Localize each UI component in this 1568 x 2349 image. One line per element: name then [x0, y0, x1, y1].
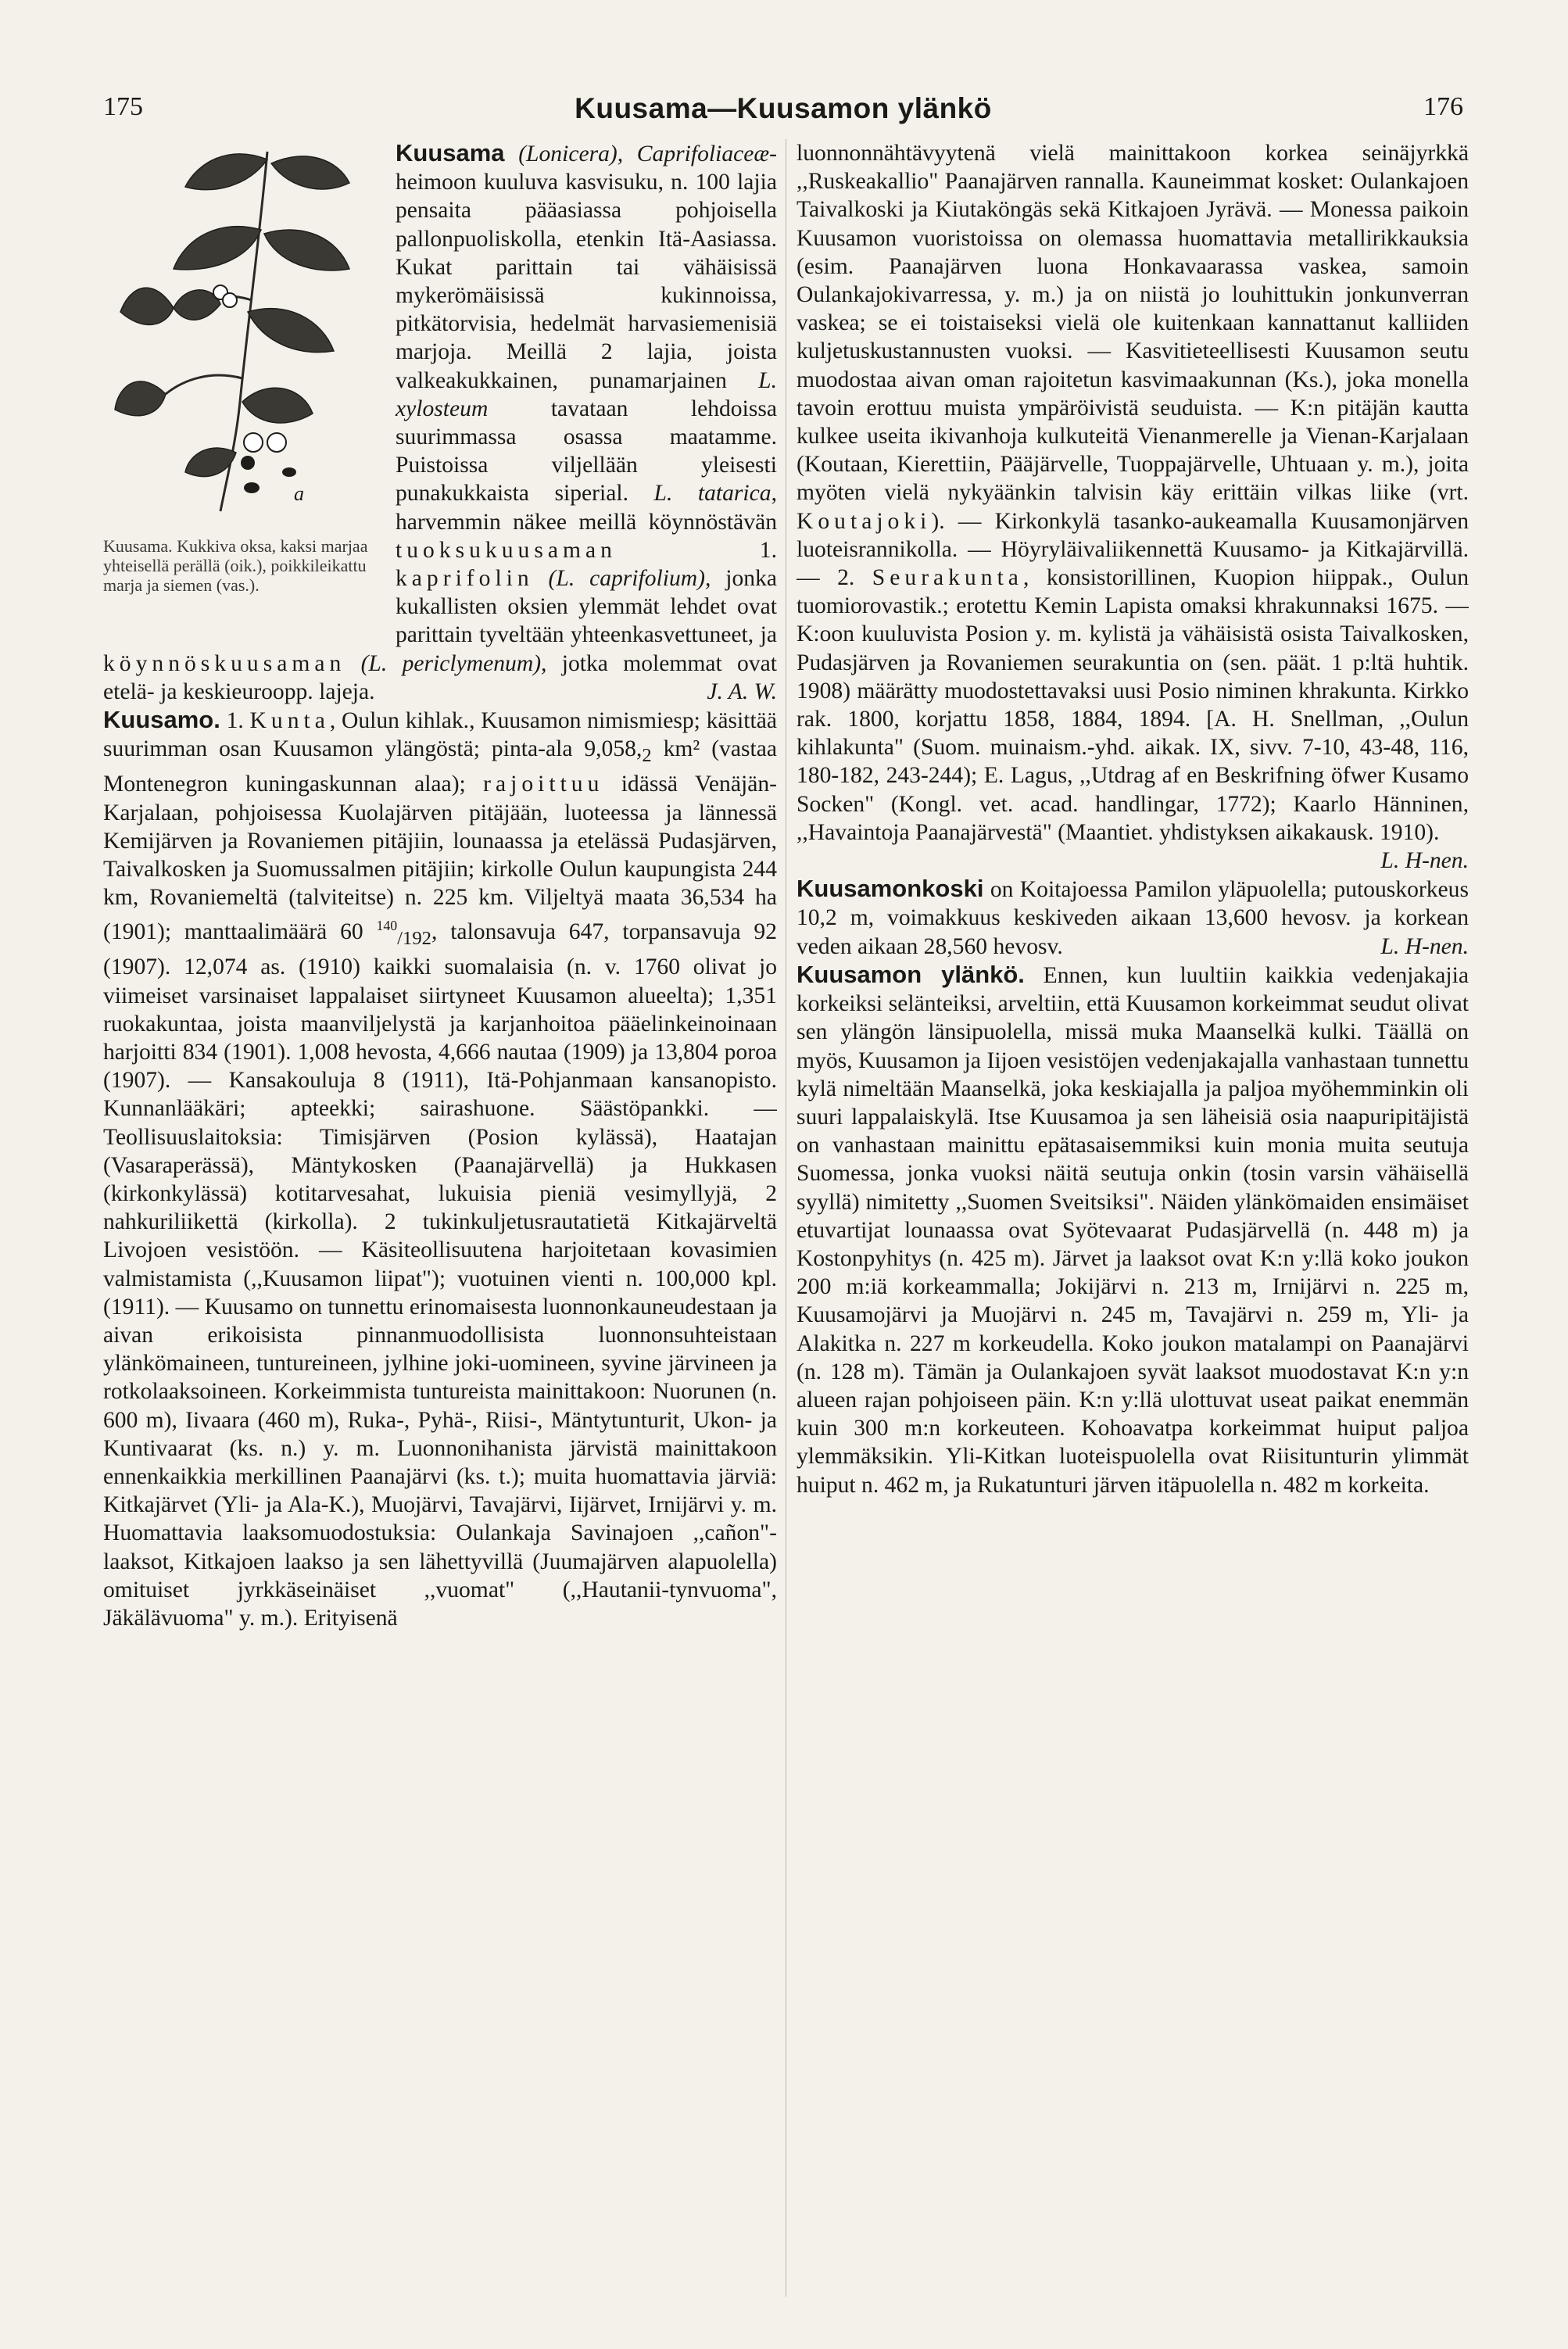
figure-label: a [294, 482, 304, 505]
spaced-term: köynnöskuusaman [103, 650, 346, 676]
lonicera-branch-icon [111, 144, 377, 535]
spaced-term: Koutajoki [797, 508, 932, 534]
body-text: jonka kukallisten oksien ylemmät lehdet ovat parittain tyveltään yhteenkasvettuneet, ja [396, 566, 777, 648]
headword-kuusamo: Kuusamo. [103, 706, 220, 734]
figure-caption: Kuusama. Kukkiva oksa, kaksi marjaa yhteisellä perällä (oik.), poikkileikattu marja ja siemen (vas.). [103, 536, 368, 595]
running-header [103, 92, 1463, 131]
spaced-term: tuoksukuusaman [396, 537, 617, 563]
page-number-right: 176 [1423, 92, 1463, 121]
body-text: luonnonnähtävyytenä vielä mainittakoon korkea seinäjyrkkä ,,Ruskeakallio" Paanajärven rannalla. Kauneimmat kosket: Oulankajoen Taivalkoski ja Kiutaköngäs sekä Kitkajoen Jyrävä. — Monessa paikoin Kuusamon vuoristoissa on olemassa huomattavia metallirikkauksia (esim. Paanajärven luona Honkavaarassa vaskea, samoin Oulankajokivarressa, y. m.) ja on niistä jo louhittukin jonkunverran vaskea; se ei toistaiseksi vielä ole kuitenkaan kannattanut kalliiden kuljetuskustannusten vuoksi. — Kasvitieteellisesti Kuusamon seutu muodostaa aivan oman rajoitetun kasvimaakunnan (Ks.), joka monella tavoin erottuu muista ympäröivistä seuduista. — K:n pitäjän kautta kulkee useita ikivanhoja kulkuteitä Vienanmerelle ja Vienan-Karjalaan (Koutaan, Kierettiin, Pääjärvelle, Tuoppajärvelle, Uhtuaan y. m.), joita myöten vielä nykyäänkin talvisin käy erittäin vilkas liike (vrt. [797, 141, 1469, 506]
right-column [797, 139, 1469, 2297]
body-text: 1. [226, 708, 244, 734]
body-text: on Koitajoessa Pamilon yläpuolella; putouskorkeus 10,2 m, voimakkuus keskiveden aikaan 13,600 hevosv. ja korkean veden aikaan 28,560 hevosv. [797, 877, 1469, 959]
body-text: -heimoon kuuluva kasvisuku, n. 100 lajia pensaita pääasiassa pohjoisella pallonpuoliskolla, etenkin Itä-Aasiassa. Kukat parittain tai vähäisissä mykerömäisissä kukinnoissa, pitkätorvisia, hedelmät harvasiemenisiä marjoja. Meillä 2 lajia, joista valkeakukkainen, punamarjainen [396, 141, 777, 393]
spaced-term: Kunta [249, 708, 330, 734]
body-text: tavataan lehdoissa suurimmassa osassa maatamme. Puistoissa viljellään yleisesti punakukkaista siperial. [396, 396, 777, 507]
body-text: ). — Kirkonkylä tasanko-aukeamalla Kuusamonjärven luoteisrannikolla. — Höyryläivaliikennettä Kuusamo- ja Kitkajärvillä. — 2. [797, 508, 1469, 591]
family-name: Caprifoliaceæ [636, 141, 770, 167]
subscript: 2 [642, 745, 652, 767]
left-column [103, 139, 777, 2297]
body-text: , konsistorillinen, Kuopion hiippak., Oulun tuomiorovastik.; erotettu Kemin Lapista omaksi khrakunnaksi 1675. — K:oon kuuluvista Posion y. m. kylistä ja vähäisistä osista Taivalkosken, Pudasjärven ja Rovaniemen seurakuntia on (sen. päät. 1 p:ltä huhtik. 1908) määrätty muodostettavaksi uusi Posio niminen khrakunta. Kirkko rak. 1800, korjattu 1858, 1884, 1894. [A. H. Snellman, ,,Oulun kihlakunta" (Suom. muinaism.-yhd. aikak. IX, sivv. 7-10, 43-48, 116, 180-182, 243-244); E. Lagus, ,,Utdrag af en Beskrifning öfwer Kusamo Socken" (Kongl. vet. acad. handlingar, 1772); Kaarlo Hänninen, ,,Havaintoja Paanajärvestä" (Maantiet. yhdistyksen aikakausk. 1910). [797, 565, 1469, 845]
spaced-term: rajoittuu [483, 772, 604, 797]
running-title: Kuusama—Kuusamon ylänkö [575, 92, 992, 124]
body-text: km² (vastaa Montenegron kuningaskunnan alaa); [103, 736, 777, 797]
headword-kuusamon-ylanko: Kuusamon ylänkö. [797, 960, 1025, 988]
spaced-term: Seurakunta [872, 565, 1023, 591]
author-signature: J. A. W. [707, 679, 777, 704]
plant-illustration [103, 144, 385, 644]
subscript: /192 [397, 928, 431, 950]
superscript: 140 [376, 918, 398, 934]
species-name: (L. caprifolium), [548, 566, 711, 592]
page-number-left: 175 [103, 92, 143, 121]
species-name: (L. periclymenum), [360, 650, 547, 676]
author-signature: L. H-nen. [1380, 933, 1469, 959]
species-name: L. tatarica [653, 481, 771, 507]
entry-kuusamo-continued [797, 139, 1469, 874]
entry-kuusamo [103, 706, 777, 1632]
body-text: , talonsavuja 647, torpansavuja 92 (1907). 12,074 as. (1910) kaikki suomalaisia (n. v. 1760 olivat jo viimeiset varsinaiset lappalaiset siirtyneet Kuusamon alueelta); 1,351 ruokakuntaa, joista maanviljelystä ja karjanhoitoa pääelinkeinoinaan harjoitti 834 (1901). 1,008 hevosta, 4,666 nautaa (1909) ja 13,804 poroa (1907). — Kansakouluja 8 (1911), Itä-Pohjanmaan kansanopisto. Kunnanlääkäri; apteekki; sairashuone. Säästöpankki. — Teollisuuslaitoksia: Timisjärven (Posion kylässä), Haatajan (Vasaraperässä), Mäntykosken (Paanajärvellä) ja Hukkasen (kirkonkylässä) kotitarvesahat, lukuisia pieniä vesimyllyjä, 2 nahkuriliikettä (kirkolla). 2 tukinkuljetusrautatietä Kitkajärveltä Livojoen vesistöön. — Käsiteollisuutena harjoitetaan kovasimien valmistamista (,,Kuusamon liipat"); vuotuinen vienti n. 100,000 kpl. (1911). — Kuusamo on tunnettu erinomaisesta luonnonkauneudestaan ja aivan erikoisista pinnanmuodollisista luonnonsuhteistaan ylänkömaineen, tuntureineen, jylhine joki-uomineen, syvine järvineen ja rotkolaaksoineen. Korkeimmista tuntureista mainittakoon: Nuorunen (n. 600 m), Iivaara (460 m), Ruka-, Pyhä-, Riisi-, Mäntytunturit, Ukon- ja Kuntivaarat (ks. n.) y. m. Luonnonihanista järvistä mainittakoon ennenkaikkia merkillinen Paanajärvi (ks. t.); muita huomattavia järviä: Kitkajärvet (Yli- ja Ala-K.), Muojärvi, Tavajärvi, Iijärvet, Irnijärvi y. m. Huomattavia laaksomuodostuksia: Oulankaja Savinajoen ,,cañon"-laaksot, Kitkajoen laakso ja sen lähettyvillä (Juumajärven alapuolella) omituiset jyrkkäseinäiset ,,vuomat" (,,Hautanii-tynvuoma", Jäkälävuoma" y. m.). Erityisenä [103, 919, 777, 1631]
headword-kuusama: Kuusama [396, 139, 505, 167]
spaced-term: kaprifolin [396, 566, 534, 592]
body-text: 1. [759, 537, 777, 563]
author-signature: L. H-nen. [1380, 848, 1469, 874]
body-text: , Oulun kihlak., Kuusamon nimismiesp; käsittää suurimman osan Kuusamon ylängöstä; pinta-ala 9,058, [103, 708, 777, 762]
entry-kuusamon-ylanko [797, 961, 1469, 1499]
species-name: L. xylosteum [396, 367, 777, 421]
headword-kuusamonkoski: Kuusamonkoski [797, 875, 984, 903]
body-text: idässä Venäjän-Karjalaan, pohjoisessa Kuolajärven pitäjään, luoteessa ja lännessä Kemijärven ja Rovaniemen pitäjiin, lounaassa ja etelässä Pudasjärven, Taivalkosken ja Suomussalmen pitäjiin; kirkolle Oulun kaupungista 244 km, Rovaniemeltä (talviteitse) n. 225 km. Viljeltyä maata 36,534 ha (1901); manttaalimäärä 60 [103, 772, 777, 945]
body-text: Ennen, kun luultiin kaikkia vedenjakajia korkeiksi selänteiksi, arveltiin, että Kuusamon korkeimmat seudut olivat sen ylängön länsipuolella, missä muka Maanselkä kulki. Täällä on myös, Kuusamon ja Iijoen vesistöjen vedenjakajalla vanhastaan tunnettu kylä nimeltään Maanselkä, joka keskiajalla ja paljoa myöhemminkin oli suuri lappalaiskylä. Itse Kuusamoa ja sen läheisiä osia naapuripitäjistä on vanhastaan mainittu epätasaisemmiksi kuin monia muita seutuja Suomessa, jonka vuoksi näitä seutuja onkin (tosin varsin vähäisellä syyllä) nimitetty ,,Suomen Sveitsiksi". Näiden ylänkömaiden ensimäiset etuvartijat lounaassa ovat Syötevaarat Pudasjärvellä (n. 448 m) ja Kostonpyhitys (n. 425 m). Järvet ja laaksot ovat K:n y:llä koko joukon 200 m:iä korkeammalla; Jokijärvi n. 213 m, Irnijärvi n. 225 m, Kuusamojärvi ja Muojärvi n. 245 m, Tavajärvi n. 259 m, Yli- ja Alakitka n. 227 m korkeudella. Koko joukon matalampi on Paanajärvi (n. 128 m). Tämän ja Oulankajoen syvät laaksot muodostavat K:n y:n alueen rajan pohjoiseen päin. K:n y:llä ulottuvat useat paikat enemmän kuin 300 m:n korkeuteen. Kohoavatpa korkeimmat huiput paljoa ylemmäksikin. Yli-Kitkan luoteispuolella ovat Riisitunturin ylimmät huiput n. 462 m, ja Rukatunturi järven itäpuolella n. 482 m korkeita. [797, 962, 1469, 1498]
entry-kuusama [103, 139, 777, 706]
body-text: , harvemmin näkee meillä köynnöstävän [396, 481, 777, 535]
latin-name: (Lonicera), [518, 141, 624, 167]
body-text: jotka molemmat ovat etelä- ja keskieuroopp. lajeja. [103, 650, 777, 704]
entry-kuusamonkoski [797, 875, 1469, 961]
